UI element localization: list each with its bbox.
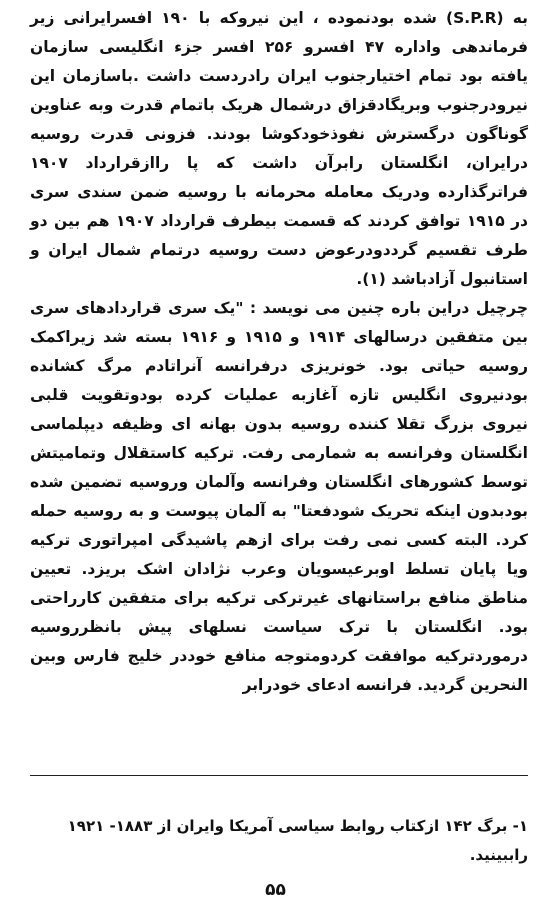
footnote-separator	[30, 775, 528, 776]
body-text	[30, 4, 528, 700]
paragraph-2: چرچیل دراین باره چنین می نویسد : "یک سری قراردادهای سری بین متفقین درسالهای ۱۹۱۴ و ۱۹۱۵ و ۱۹۱۶ بسته شد زیراکمک روسیه حیاتی بود. خونریزی درفرانسه آنراتادم مرگ کشانده بودنیروی انگلیس تازه آغازبه عملیات کرده بودوتقویت قلبی نیروی بزرگ تقلا کننده روسیه بدون بهانه ای وظیفه دیپلماسی انگلستان وفرانسه به شمارمی رفت. ترکیه کاستقلال وتمامیتش توسط کشورهای انگلستان وفرانسه وآلمان وروسیه تضمین شده بودبدون اینکه تحریک شودفعتا" به آلمان پیوست و به روسیه حمله کرد. البته کسی نمی رفت برای ازهم پاشیدگی امپراتوری ترکیه ویا پایان تسلط اوبرعیسویان وعرب نژادان اشک بریزد. تعیین مناطق منافع براستانهای غیرترکی ترکیه برای متفقین کارراحتی بود. انگلستان با ترک سیاست نسلهای پیش بانظرروسیه درموردترکیه موافقت کردومتوجه منافع خوددر خلیج فارس وبین النحرین گردید. فرانسه ادعای خودرابر	[30, 299, 528, 694]
paragraph-1: به (S.P.R) شده بودنموده ، این نیروکه با ۱۹۰ افسرایرانی زیر فرماندهی واداره ۴۷ افسرو ۲۵۶ افسر جزء انگلیسی سازمان یافته بود تمام اختیارجنوب ایران رادردست داشت .باسازمان این نیرودرجنوب وبریگادقزاق درشمال هریک باتمام قدرت وبه عناوین گوناگون درگسترش نفوذخودکوشا بودند. فزونی قدرت روسیه درایران، انگلستان رابرآن داشت که پا راازقرارداد ۱۹۰۷ فراترگذارده ودریک معامله محرمانه با روسیه ضمن سندی سری در ۱۹۱۵ توافق کردند که قسمت بیطرف قرارداد ۱۹۰۷ هم بین دو طرف تقسیم گرددودرعوض دست روسیه درتمام شمال ایران و استانبول آزادباشد (۱).	[30, 9, 529, 288]
footnote: ۱- برگ ۱۴۲ ازکتاب روابط سیاسی آمریکا وایران از ۱۸۸۳- ۱۹۲۱ راببینید.	[67, 817, 528, 864]
page-number: ۵۵	[265, 880, 286, 900]
